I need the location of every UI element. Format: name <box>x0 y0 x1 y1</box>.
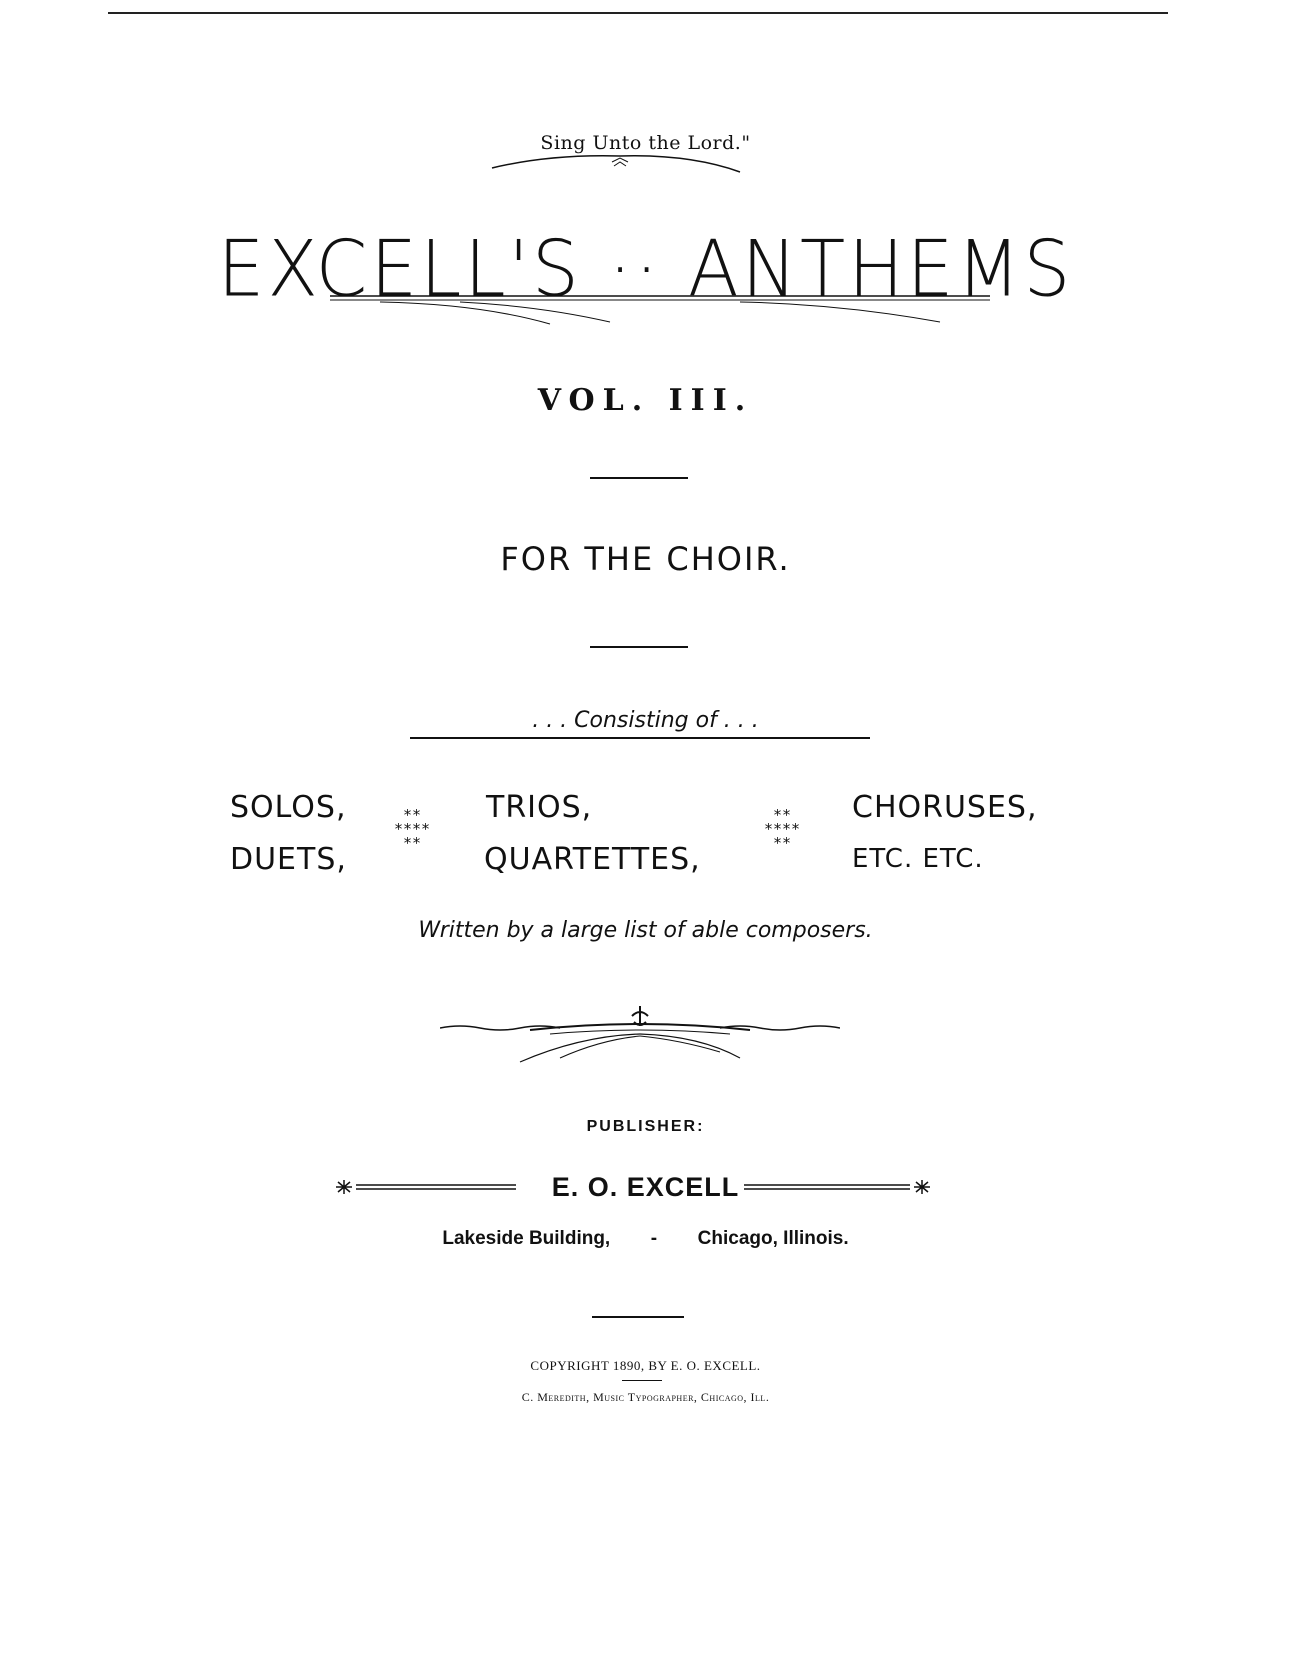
subtitle: FOR THE CHOIR. <box>500 540 791 578</box>
motto: Sing Unto the Lord." <box>540 132 751 154</box>
kind-etc: ETC. ETC. <box>852 844 984 874</box>
fleuron-ornament <box>440 1000 840 1070</box>
publisher-right-rule <box>740 1174 940 1200</box>
address-dash: - <box>650 1228 658 1249</box>
small-divider-rule <box>622 1380 662 1381</box>
publisher-address <box>0 1228 1291 1250</box>
title-underline-flourish <box>320 290 1000 330</box>
consisting-of-label: . . . Consisting of . . . <box>532 708 759 733</box>
kind-choruses: CHORUSES, <box>852 790 1038 825</box>
publisher-label: PUBLISHER: <box>586 1118 705 1135</box>
book-title: EXCELL'S ·· ANTHEMS <box>217 223 1074 315</box>
motto-flourish-ornament <box>490 150 750 180</box>
divider-rule <box>590 477 688 479</box>
typographer-credit: C. Meredith, Music Typographer, Chicago, Ill. <box>521 1390 770 1404</box>
consisting-underline <box>410 737 870 739</box>
asterism-ornament: ** **** ** <box>393 806 431 852</box>
address-building: Lakeside Building, <box>442 1228 611 1249</box>
divider-rule <box>592 1316 684 1318</box>
top-border-rule <box>108 12 1168 14</box>
volume-number: VOL. III. <box>537 383 754 418</box>
copyright-notice: COPYRIGHT 1890, BY E. O. EXCELL. <box>530 1358 761 1373</box>
kind-quartettes: QUARTETTES, <box>484 842 701 877</box>
kind-duets: DUETS, <box>230 842 347 877</box>
address-city: Chicago, Illinois. <box>697 1228 849 1249</box>
kind-solos: SOLOS, <box>230 790 347 825</box>
written-by-note: Written by a large list of able composers. <box>418 918 873 943</box>
publisher-name: E. O. EXCELL <box>551 1172 740 1202</box>
kind-trios: TRIOS, <box>486 790 593 825</box>
divider-rule <box>590 646 688 648</box>
asterism-ornament: ** **** ** <box>763 806 801 852</box>
